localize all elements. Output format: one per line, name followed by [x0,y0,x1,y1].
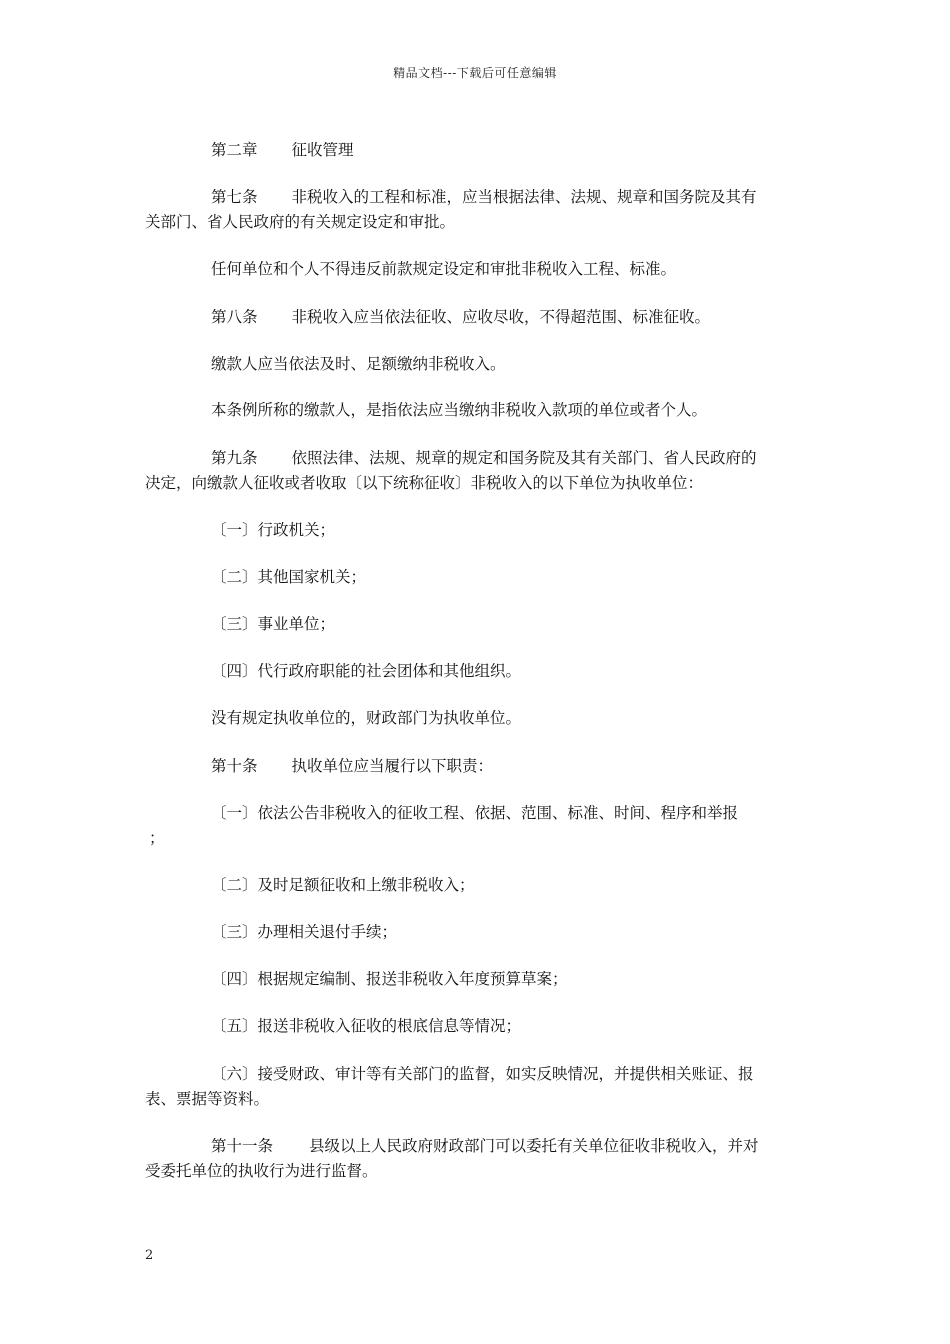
list-item [145,1014,805,1039]
list-item-text: 〔三〕事业单位； [211,615,336,633]
article-label: 第十条 [211,757,258,775]
list-item-text: 〔六〕接受财政、审计等有关部门的监督，如实反映情况，并提供相关账证、报 [211,1065,754,1083]
article-text-cont: 受委托单位的执收行为进行监督。 [145,1162,378,1180]
list-item [145,518,805,543]
chapter-title: 征收管理 [291,141,354,159]
article-label: 第八条 [211,308,258,326]
list-item [145,565,805,590]
list-item [145,801,805,851]
list-item-text: 〔一〕行政机关； [211,521,336,539]
paragraph-text: 任何单位和个人不得违反前款规定设定和审批非税收入工程、标准。 [211,260,677,278]
list-item [145,1062,805,1112]
paragraph-text: 本条例所称的缴款人，是指依法应当缴纳非税收入款项的单位或者个人。 [211,401,708,419]
article-11 [145,1134,805,1184]
list-item [145,920,805,945]
paragraph [145,706,805,731]
list-item-text: 〔二〕其他国家机关； [211,568,367,586]
page-number: 2 [145,1248,154,1263]
article-label: 第七条 [211,188,258,206]
chapter-heading [145,138,805,163]
article-text: 非税收入应当依法征收、应收尽收，不得超范围、标准征收。 [291,308,711,326]
article-text: 依照法律、法规、规章的规定和国务院及其有关部门、省人民政府的 [291,449,757,467]
list-item-text: 〔一〕依法公告非税收入的征收工程、依据、范围、标准、时间、程序和举报 [211,804,739,822]
article-10 [145,754,805,779]
list-item [145,659,805,684]
list-item-text: 〔四〕代行政府职能的社会团体和其他组织。 [211,662,522,680]
article-text: 执收单位应当履行以下职责： [291,757,494,775]
article-text: 非税收入的工程和标准，应当根据法律、法规、规章和国务院及其有 [291,188,757,206]
chapter-number: 第二章 [211,141,258,159]
paragraph [145,398,805,423]
article-label: 第十一条 [211,1137,274,1155]
article-label: 第九条 [211,449,258,467]
article-text-cont: 关部门、省人民政府的有关规定设定和审批。 [145,213,456,231]
list-item-text: 〔五〕报送非税收入征收的根底信息等情况； [211,1017,522,1035]
page-header: 精品文档---下载后可任意编辑 [393,66,557,80]
article-8 [145,305,805,330]
paragraph [145,352,805,377]
paragraph-text: 没有规定执收单位的，财政部门为执收单位。 [211,709,522,727]
list-item [145,612,805,637]
paragraph-text: 缴款人应当依法及时、足额缴纳非税收入。 [211,355,506,373]
paragraph [145,257,805,282]
article-text: 县级以上人民政府财政部门可以委托有关单位征收非税收入，并对 [309,1137,759,1155]
list-item-text: 〔三〕办理相关退付手续； [211,923,398,941]
list-item-text-cont: 表、票据等资料。 [145,1090,270,1108]
list-item [145,873,805,898]
article-9 [145,446,805,496]
list-item-text: 〔四〕根据规定编制、报送非税收入年度预算草案； [211,970,568,988]
list-item [145,967,805,992]
article-text-cont: 决定，向缴款人征收或者收取〔以下统称征收〕非税收入的以下单位为执收单位： [145,474,704,492]
list-item-text-cont: ； [149,829,165,847]
list-item-text: 〔二〕及时足额征收和上缴非税收入； [211,876,475,894]
article-7 [145,185,805,235]
